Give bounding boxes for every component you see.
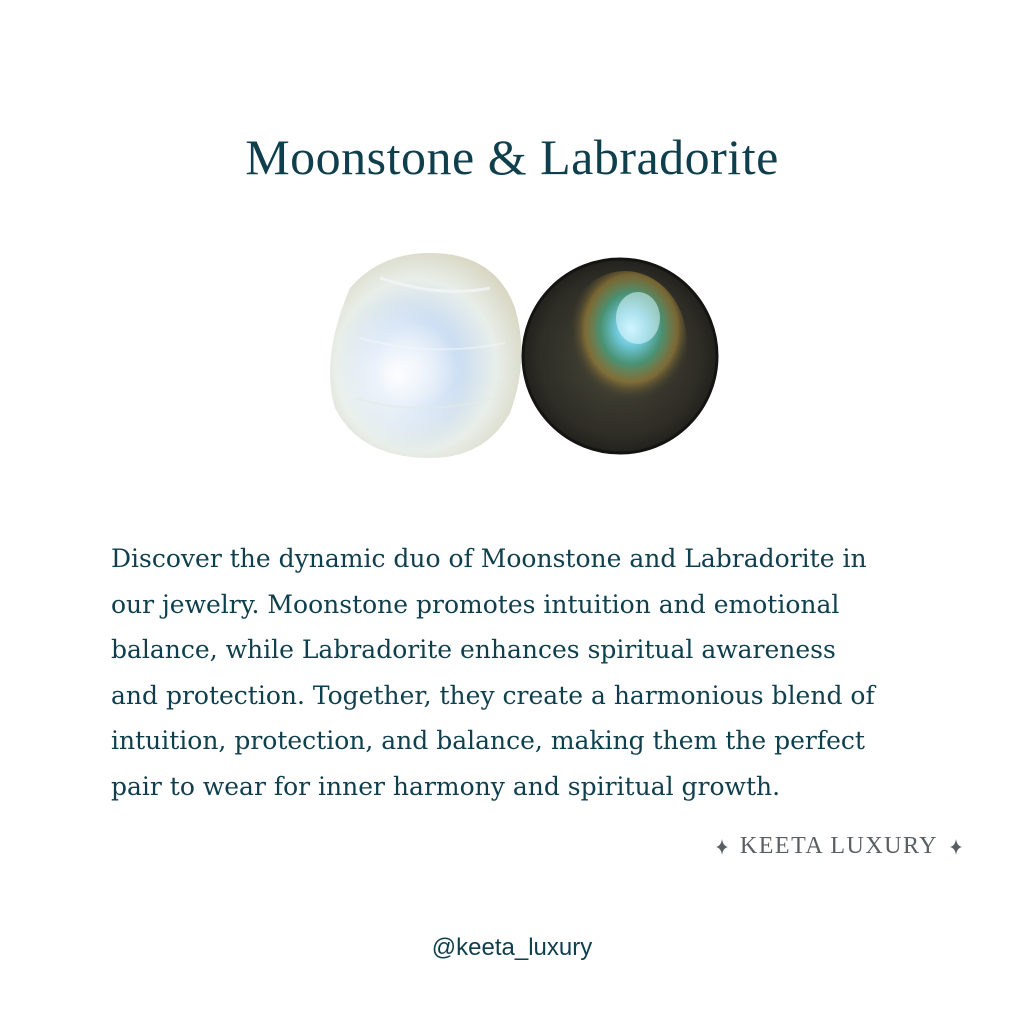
description-line: our jewelry. Moonstone promotes intuition and emotional [111, 589, 840, 619]
description-line: Discover the dynamic duo of Moonstone and Labradorite in [111, 544, 867, 573]
sparkle-icon [716, 839, 728, 855]
sparkle-icon [950, 839, 962, 855]
description-text [111, 536, 931, 809]
page-title: Moonstone & Labradorite [245, 129, 779, 185]
labradorite-image [523, 259, 717, 453]
description-line: pair to wear for inner harmony and spiritual growth. [111, 771, 781, 801]
brand-name: KEETA LUXURY [739, 833, 938, 859]
moonstone-image [330, 253, 521, 458]
social-handle: @keeta_luxury [431, 934, 593, 961]
description-line: intuition, protection, and balance, making them the perfect [111, 726, 865, 755]
description-line: and protection. Together, they create a harmonious blend of [111, 680, 875, 710]
description-line: balance, while Labradorite enhances spiritual awareness [111, 635, 836, 664]
brand-signature [716, 833, 962, 860]
gemstones-image [320, 248, 730, 463]
